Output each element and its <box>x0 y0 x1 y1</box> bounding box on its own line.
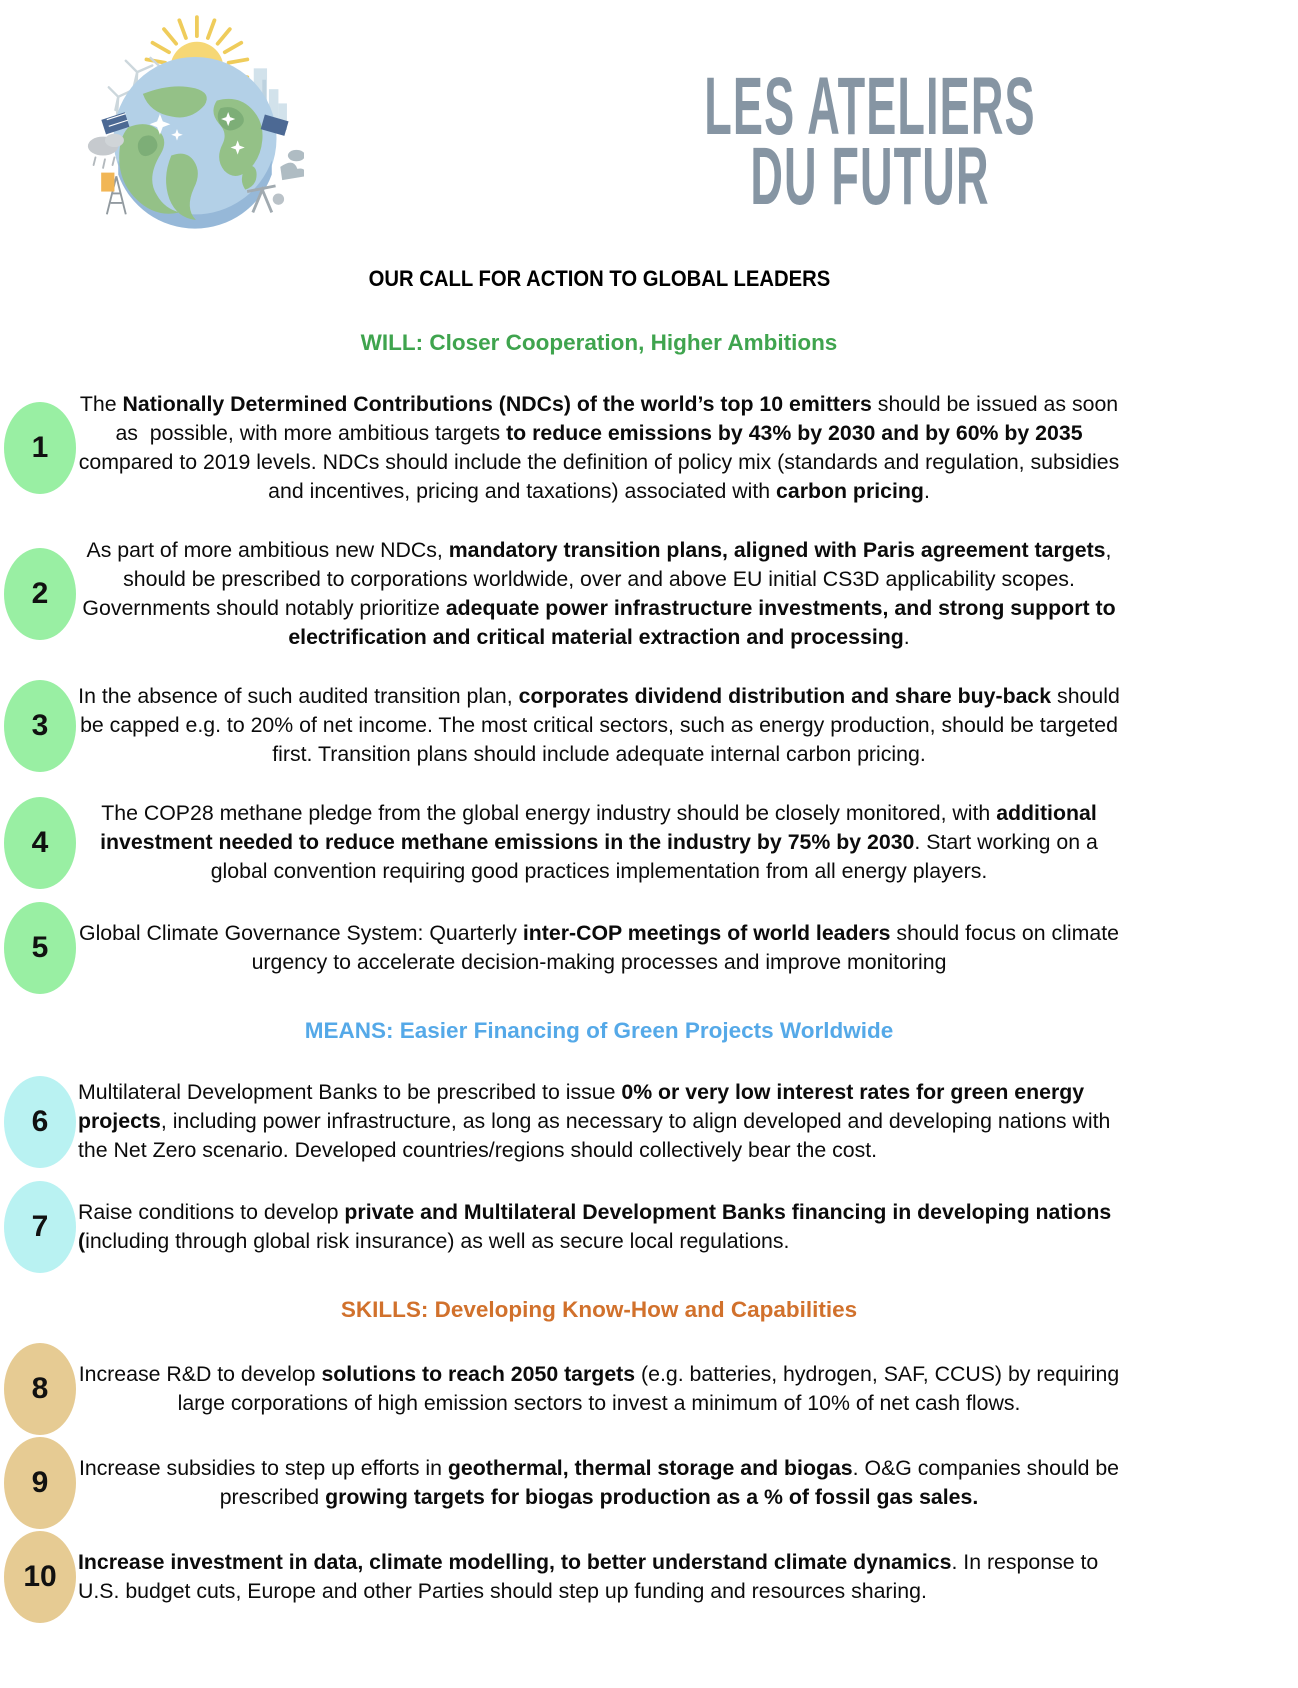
action-item-10 <box>6 1545 1120 1609</box>
sections <box>6 330 1120 1609</box>
item-text-6: Multilateral Development Banks to be prescribed to issue 0% or very low interest rates for green energy projects, including power infrastructure, as long as necessary to align developed and developing nations with the Net Zero scenario. Developed countries/regions should collectively bear the cost. <box>78 1080 1111 1162</box>
section-heading-skills: SKILLS: Developing Know-How and Capabilities <box>340 1297 858 1322</box>
brand-line-2: DU FUTUR <box>750 131 990 222</box>
item-text-7: Raise conditions to develop private and Multilateral Development Banks financing in developing nations (including through global risk insurance) as well as secure local regulations. <box>78 1200 1112 1253</box>
item-number-badge-5: 5 <box>4 902 76 994</box>
action-item-3 <box>6 682 1120 769</box>
item-number-badge-8: 8 <box>4 1343 76 1435</box>
action-item-4 <box>6 799 1120 886</box>
item-number-badge-4: 4 <box>4 797 76 889</box>
action-item-2 <box>6 536 1120 652</box>
page-title-text: OUR CALL FOR ACTION TO GLOBAL LEADERS <box>368 266 830 291</box>
item-text-9: Increase subsidies to step up efforts in geothermal, thermal storage and biogas. O&G companies should be prescribed growing targets for biogas production as a % of fossil gas sales. <box>78 1456 1120 1509</box>
item-number-badge-10: 10 <box>4 1531 76 1623</box>
item-text-5: Global Climate Governance System: Quarterly inter-COP meetings of world leaders should focus on climate urgency to accelerate decision-making processes and improve monitoring <box>79 921 1119 974</box>
item-number-badge-7: 7 <box>4 1181 76 1273</box>
item-text-4: The COP28 methane pledge from the global energy industry should be closely monitored, with additional investment needed to reduce methane emissions in the industry by 75% by 2030. Start working on a global convention requiring good practices implementation from all energy players. <box>100 801 1098 883</box>
action-item-6 <box>6 1078 1120 1165</box>
page-title <box>78 266 1120 292</box>
item-text-1: The Nationally Determined Contributions (NDCs) of the world’s top 10 emitters should be issued as soon as possible, with more ambitious targets to reduce emissions by 43% by 2030 and by 60% by 2035 compared to 2019 levels. NDCs should include the definition of policy mix (standards and regulation, subsidies and incentives, pricing and taxations) associated with carbon pricing. <box>78 392 1120 503</box>
action-item-9 <box>6 1451 1120 1515</box>
item-number-badge-6: 6 <box>4 1076 76 1168</box>
brand-title <box>560 61 1180 222</box>
item-text-3: In the absence of such audited transition plan, corporates dividend distribution and share buy-back should be capped e.g. to 20% of net income. The most critical sectors, such as energy production, should be targeted first. Transition plans should include adequate internal carbon pricing. <box>78 684 1120 766</box>
action-item-7 <box>6 1195 1120 1259</box>
action-item-1 <box>6 390 1120 506</box>
document-content <box>0 258 1298 1639</box>
item-text-2: As part of more ambitious new NDCs, mandatory transition plans, aligned with Paris agreement targets, should be prescribed to corporations worldwide, over and above EU initial CS3D applicability scopes. Governments should notably prioritize adequate power infrastructure investments, and strong support to electrification and critical material extraction and processing. <box>82 538 1116 649</box>
item-number-badge-1: 1 <box>4 402 76 494</box>
brand-line-1: LES ATELIERS <box>704 61 1036 152</box>
section-heading-means: MEANS: Easier Financing of Green Projects Worldwide <box>304 1018 894 1043</box>
item-number-badge-3: 3 <box>4 680 76 772</box>
item-number-badge-9: 9 <box>4 1437 76 1529</box>
earth-logo-graphic <box>86 6 304 234</box>
item-text-10: Increase investment in data, climate modelling, to better understand climate dynamics. In response to U.S. budget cuts, Europe and other Parties should step up funding and resources sharing. <box>78 1550 1099 1603</box>
earth-logo <box>86 6 304 234</box>
item-number-badge-2: 2 <box>4 548 76 640</box>
action-item-8 <box>6 1357 1120 1421</box>
action-item-5 <box>6 916 1120 980</box>
section-heading-will: WILL: Closer Cooperation, Higher Ambitions <box>360 330 838 355</box>
item-text-8: Increase R&D to develop solutions to reach 2050 targets (e.g. batteries, hydrogen, SAF, CCUS) by requiring large corporations of high emission sectors to invest a minimum of 10% of net cash flows. <box>78 1362 1120 1415</box>
